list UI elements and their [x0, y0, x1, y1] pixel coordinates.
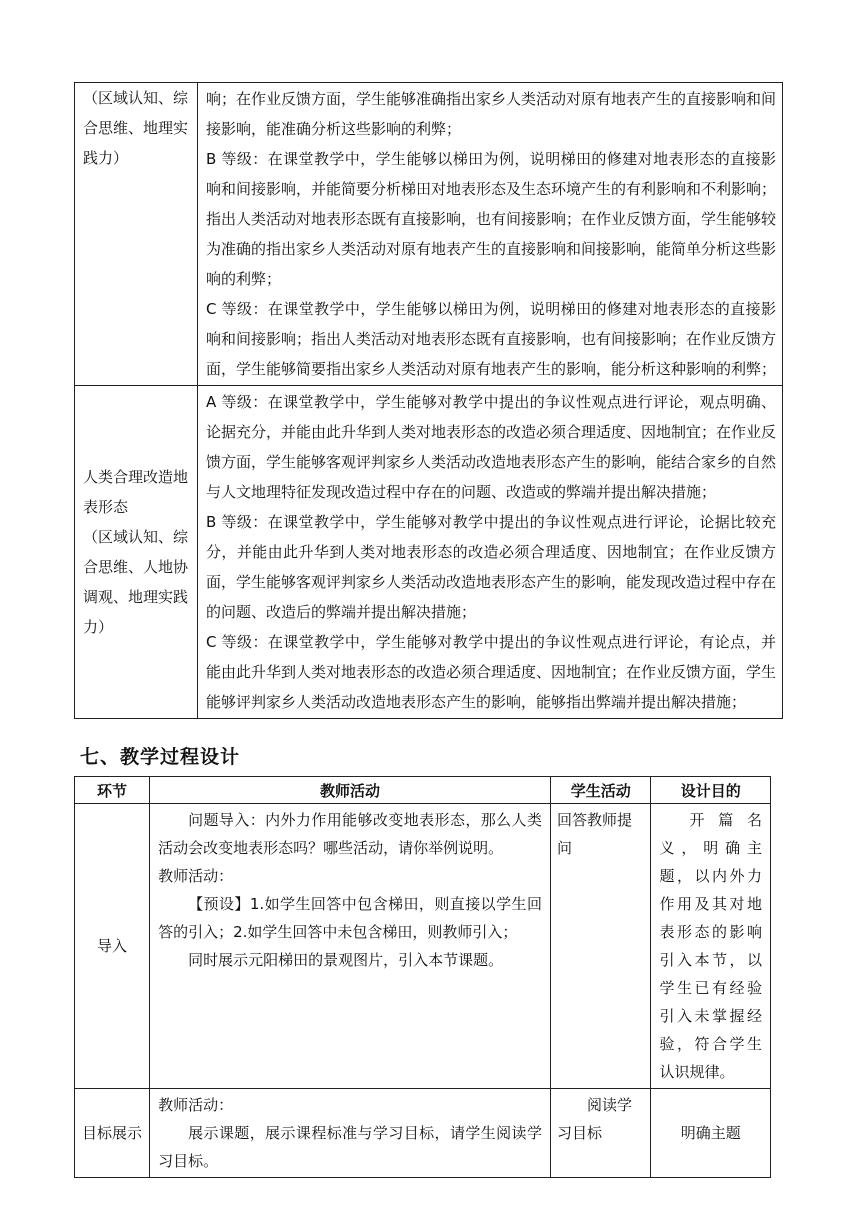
table-row: [75, 804, 771, 1089]
stage-cell: 导入: [75, 804, 150, 1089]
table-row: [75, 83, 783, 386]
teacher-activity-text: 教师活动：: [158, 867, 234, 885]
column-header: 教师活动: [150, 777, 551, 804]
rubric-criterion-cell: [75, 83, 198, 386]
rubric-criterion-title: 人类合理改造地表形态: [83, 468, 189, 516]
teacher-activity-text: 展示课题，展示课程标准与学习目标，请学生阅读学习目标。: [158, 1124, 542, 1170]
teacher-activity-text: 教师活动：: [158, 1096, 234, 1114]
student-activity-cell: 回答教师提问: [550, 804, 650, 1089]
teacher-activity-text: 【预设】1.如学生回答中包含梯田，则直接以学生回答的引入；2.如学生回答中未包含梯田，则教师引入；: [158, 895, 542, 941]
rubric-criterion-literacy: （区域认知、综合思维、地理实践力）: [83, 89, 189, 167]
rubric-levels-cell: [198, 83, 783, 386]
section-heading: 七、教学过程设计: [80, 746, 241, 768]
column-header: 学生活动: [550, 777, 650, 804]
rubric-criterion-cell: [75, 386, 198, 719]
design-purpose-cell: 开篇名义，明确主题，以内外力作用及其对地表形态的影响引入本节，以学生已有经验引入未掌握经验，符合学生认识规律。: [651, 804, 771, 1089]
student-activity-cell: 阅读学习目标: [550, 1089, 650, 1178]
teacher-activity-text: 同时展示元阳梯田的景观图片，引入本节课题。: [188, 951, 504, 969]
teacher-activity-cell: [150, 1089, 551, 1178]
rubric-level-text: B 等级：在课堂教学中，学生能够以梯田为例，说明梯田的修建对地表形态的直接影响和间接影响，并能简要分析梯田对地表形态及生态环境产生的有利影响和不利影响；指出人类活动对地表形态既有直接影响，也有间接影响；在作业反馈方面，学生能够较为准确的指出家乡人类活动对原有地表产生的直接影响和间接影响，能简单分析这些影响的利弊；: [206, 150, 777, 288]
rubric-levels-cell: [198, 386, 783, 719]
teaching-process-table: [74, 776, 771, 1178]
table-row: [75, 386, 783, 719]
rubric-level-text: B 等级：在课堂教学中，学生能够对教学中提出的争议性观点进行评论，论据比较充分，并能由此升华到人类对地表形态的改造必须合理适度、因地制宜；在作业反馈方面，学生能够客观评判家乡人类活动改造地表形态产生的影响，能发现改造过程中存在的问题、改造后的弊端并提出解决措施；: [206, 513, 777, 621]
table-row: [75, 1089, 771, 1178]
rubric-criterion-literacy: （区域认知、综合思维、人地协调观、地理实践力）: [83, 528, 189, 636]
teacher-activity-text: 问题导入：内外力作用能够改变地表形态，那么人类活动会改变地表形态吗？哪些活动，请你举例说明。: [158, 811, 542, 857]
design-purpose-cell: 明确主题: [651, 1089, 771, 1178]
rubric-level-text: A 等级：在课堂教学中，学生能够对教学中提出的争议性观点进行评论，观点明确、论据充分，并能由此升华到人类对地表形态的改造必须合理适度、因地制宜；在作业反馈方面，学生能够客观评判家乡人类活动改造地表形态产生的影响，能结合家乡的自然与人文地理特征发现改造过程中存在的问题、改造或的弊端并提出解决措施；: [206, 393, 777, 501]
rubric-level-text: 响；在作业反馈方面，学生能够准确指出家乡人类活动对原有地表产生的直接影响和间接影响，能准确分析这些影响的利弊；: [206, 90, 777, 138]
column-header: 环节: [75, 777, 150, 804]
teacher-activity-cell: [150, 804, 551, 1089]
stage-cell: 目标展示: [75, 1089, 150, 1178]
rubric-level-text: C 等级：在课堂教学中，学生能够以梯田为例，说明梯田的修建对地表形态的直接影响和间接影响；指出人类活动对地表形态既有直接影响，也有间接影响；在作业反馈方面，学生能够简要指出家乡人类活动对原有地表产生的影响，能分析这种影响的利弊；: [206, 300, 777, 378]
evaluation-rubric-table: [74, 82, 783, 719]
table-header-row: [75, 777, 771, 804]
column-header: 设计目的: [651, 777, 771, 804]
rubric-level-text: C 等级：在课堂教学中，学生能够对教学中提出的争议性观点进行评论，有论点，并能由此升华到人类对地表形态的改造必须合理适度、因地制宜；在作业反馈方面，学生能够评判家乡人类活动改造地表形态产生的影响，能够指出弊端并提出解决措施；: [206, 633, 777, 711]
